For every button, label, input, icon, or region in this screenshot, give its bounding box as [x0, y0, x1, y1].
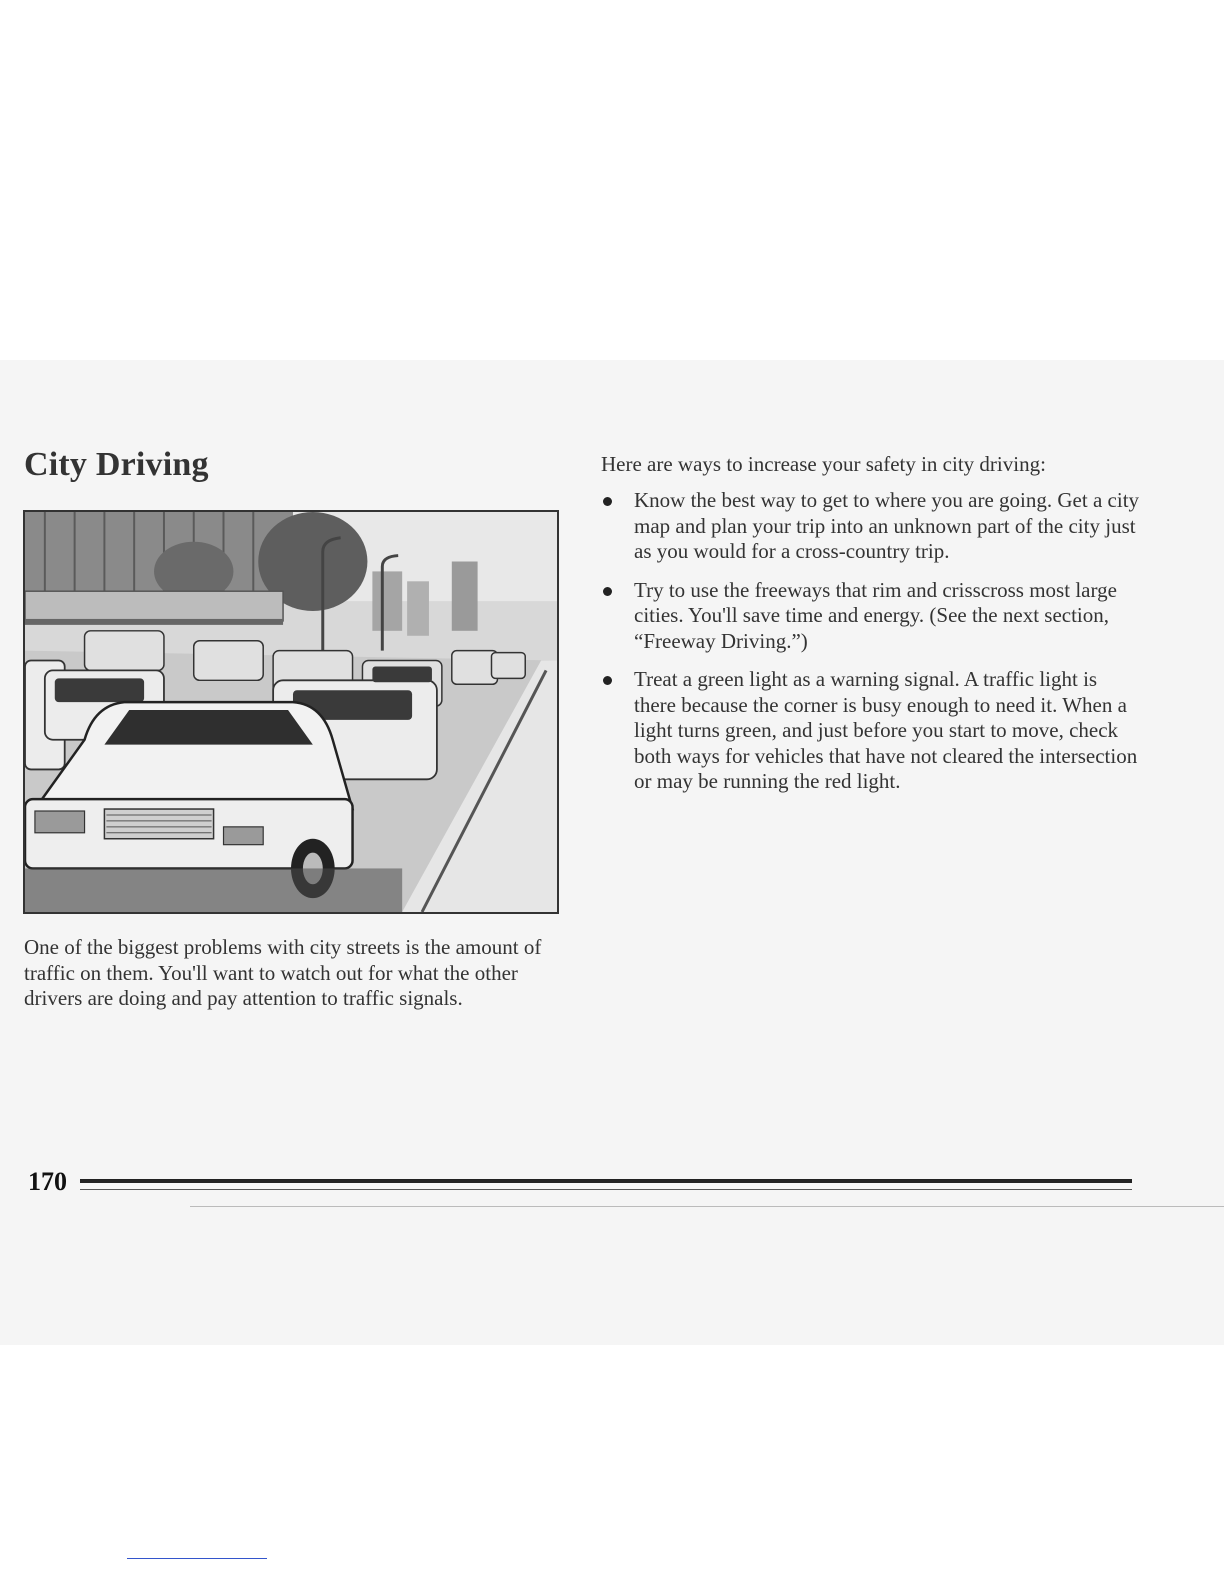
tip-text: Treat a green light as a warning signal. A traffic light is there because the corner is busy enough to need it. When a light turns green, and just before you start to move, check both ways for vehicles that have not cleared the intersection or may be running the red light.	[634, 667, 1138, 793]
safety-tips-list	[601, 488, 1141, 808]
bullet-icon	[603, 497, 612, 506]
link-underline	[127, 1558, 267, 1559]
tips-lead: Here are ways to increase your safety in city driving:	[601, 452, 1046, 476]
bullet-icon	[603, 587, 612, 596]
footer-rule	[80, 1179, 1132, 1183]
tip-text: Try to use the freeways that rim and crisscross most large cities. You'll save time and energy. (See the next section, “Freeway Driving.”)	[634, 577, 1117, 653]
list-item	[601, 667, 1141, 795]
bullet-icon	[603, 676, 612, 685]
page-number: 170	[28, 1167, 67, 1196]
footer-rule-thin	[80, 1189, 1132, 1190]
city-traffic-illustration	[23, 510, 559, 914]
list-item	[601, 488, 1141, 565]
scan-line	[190, 1206, 1224, 1207]
page-title: City Driving	[24, 446, 209, 483]
traffic-drawing	[25, 512, 557, 912]
intro-paragraph: One of the biggest problems with city streets is the amount of traffic on them. You'll want to watch out for what the other drivers are doing and pay attention to traffic signals.	[24, 935, 542, 1010]
list-item	[601, 578, 1141, 655]
tip-text: Know the best way to get to where you are going. Get a city map and plan your trip into an unknown part of the city just as you would for a cross-country trip.	[634, 488, 1140, 563]
